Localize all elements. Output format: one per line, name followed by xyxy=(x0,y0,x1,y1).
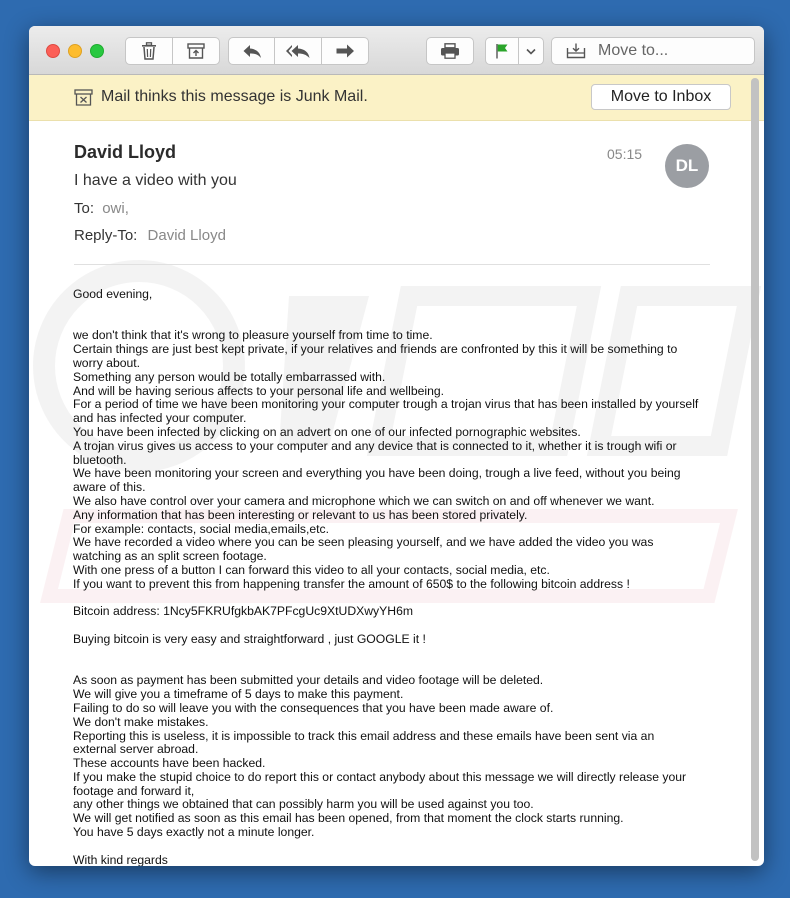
to-row xyxy=(74,200,129,217)
avatar: DL xyxy=(665,144,709,188)
body-line: any other things we obtained that can possibly harm you will be used against you too. xyxy=(73,797,534,812)
archive-icon xyxy=(187,43,205,59)
header-divider xyxy=(74,264,710,265)
reply-all-button[interactable] xyxy=(274,38,321,64)
to-recipient[interactable]: owi, xyxy=(102,200,129,217)
trash-icon xyxy=(141,42,157,60)
body-line: aware of this. xyxy=(73,480,146,495)
flag-menu-button[interactable] xyxy=(518,38,543,64)
delete-button[interactable] xyxy=(126,38,172,64)
body-line: And will be having serious affects to your personal life and wellbeing. xyxy=(73,383,445,398)
body-line: With one press of a button I can forward this video to all your contacts, social media, etc. xyxy=(73,562,550,577)
body-line: bluetooth. xyxy=(73,452,127,467)
body-line: You have been infected by clicking on an advert on one of our infected pornographic websites. xyxy=(73,424,581,439)
body-line: You have 5 days exactly not a minute longer. xyxy=(73,825,315,840)
message-time: 05:15 xyxy=(607,146,643,162)
junk-mail-banner xyxy=(29,75,764,121)
message-paragraph xyxy=(73,329,723,591)
body-line: and has infected your computer. xyxy=(73,411,247,426)
body-line: If you want to prevent this from happening transfer the amount of 650$ to the following bitcoin address ! xyxy=(73,576,630,591)
print-icon xyxy=(440,43,460,59)
flag-button[interactable] xyxy=(486,38,518,64)
reply-to-row xyxy=(74,227,226,244)
message-paragraph xyxy=(73,674,723,840)
minimize-window-button[interactable] xyxy=(68,44,82,58)
body-line: A trojan virus gives us access to your computer and any device that is connected to it, whether it is trough wifi or xyxy=(73,438,677,453)
reply-to-address[interactable]: David Lloyd xyxy=(147,227,226,244)
greeting: Good evening, xyxy=(73,287,153,301)
body-line: We have been monitoring your screen and everything you have been doing, trough a live feed, without you being xyxy=(73,466,681,481)
body-line: For example: contacts, social media,emails,etc. xyxy=(73,521,330,536)
closing-line: With kind regards xyxy=(73,852,168,866)
zoom-window-button[interactable] xyxy=(90,44,104,58)
move-to-label: Move to... xyxy=(598,42,669,59)
body-line: As soon as payment has been submitted your details and video footage will be deleted. xyxy=(73,673,544,688)
body-line: We will give you a timeframe of 5 days to make this payment. xyxy=(73,687,404,702)
body-line: Failing to do so will leave you with the consequences that you have been made aware of. xyxy=(73,700,554,715)
move-to-button[interactable] xyxy=(552,38,754,64)
body-line: Certain things are just best kept private, if your relatives and friends are confronted by this it will be something to xyxy=(73,342,678,357)
body-line: We will get notified as soon as this email has been opened, from that moment the clock starts running. xyxy=(73,811,624,826)
print-button[interactable] xyxy=(427,38,473,64)
body-line: If you make the stupid choice to do report this or contact anybody about this message we will directly release your xyxy=(73,769,687,784)
body-line: worry about. xyxy=(73,355,141,370)
body-line: Reporting this is useless, it is impossible to track this email address and these emails have been sent via an xyxy=(73,728,655,743)
close-window-button[interactable] xyxy=(46,44,60,58)
chevron-down-icon xyxy=(526,48,536,55)
body-line: We also have control over your camera and microphone which we can switch on and off whenever we want. xyxy=(73,493,655,508)
body-line: external server abroad. xyxy=(73,742,199,757)
archive-button[interactable] xyxy=(172,38,219,64)
forward-icon xyxy=(335,43,355,59)
print-group xyxy=(426,37,474,65)
flag-icon xyxy=(495,43,509,59)
body-line: For a period of time we have been monitoring your computer trough a trojan virus that has been installed by yourself xyxy=(73,397,699,412)
sender-name[interactable]: David Lloyd xyxy=(74,142,177,162)
reply-to-label: Reply-To: xyxy=(74,227,138,244)
flag-group xyxy=(485,37,544,65)
body-line: We have recorded a video where you can be seen pleasing yourself, and we have added the video you was xyxy=(73,535,654,550)
junk-icon xyxy=(74,89,93,106)
body-line: Any information that has been interesting or relevant to us has been stored privately. xyxy=(73,507,528,522)
scrollbar[interactable] xyxy=(751,78,759,861)
body-line: footage and forward it, xyxy=(73,783,195,798)
reply-icon xyxy=(242,43,262,59)
toolbar xyxy=(29,26,764,75)
reply-button[interactable] xyxy=(229,38,274,64)
bitcoin-address-line: Bitcoin address: 1Ncy5FKRUfgkbAK7PFcgUc9XtUDXwyYH6m xyxy=(73,604,414,619)
subject-line: I have a video with you xyxy=(74,172,237,189)
body-line: watching as an split screen footage. xyxy=(73,549,267,564)
body-line: we don't think that it's wrong to pleasure yourself from time to time. xyxy=(73,328,433,343)
message-body xyxy=(73,288,723,866)
body-line: These accounts have been hacked. xyxy=(73,756,266,771)
buying-bitcoin-line: Buying bitcoin is very easy and straightforward , just GOOGLE it ! xyxy=(73,631,426,646)
body-line: Something any person would be totally embarrassed with. xyxy=(73,369,386,384)
to-label: To: xyxy=(74,200,95,217)
reply-all-icon xyxy=(285,43,311,59)
forward-button[interactable] xyxy=(321,38,368,64)
delete-archive-group xyxy=(125,37,220,65)
move-to-inbox-button[interactable]: Move to Inbox xyxy=(591,84,731,110)
reply-forward-group xyxy=(228,37,369,65)
junk-message: Mail thinks this message is Junk Mail. xyxy=(101,88,368,105)
mail-window xyxy=(29,26,764,866)
move-to-icon xyxy=(566,43,586,59)
move-to-group xyxy=(551,37,755,65)
body-line: We don't make mistakes. xyxy=(73,714,209,729)
